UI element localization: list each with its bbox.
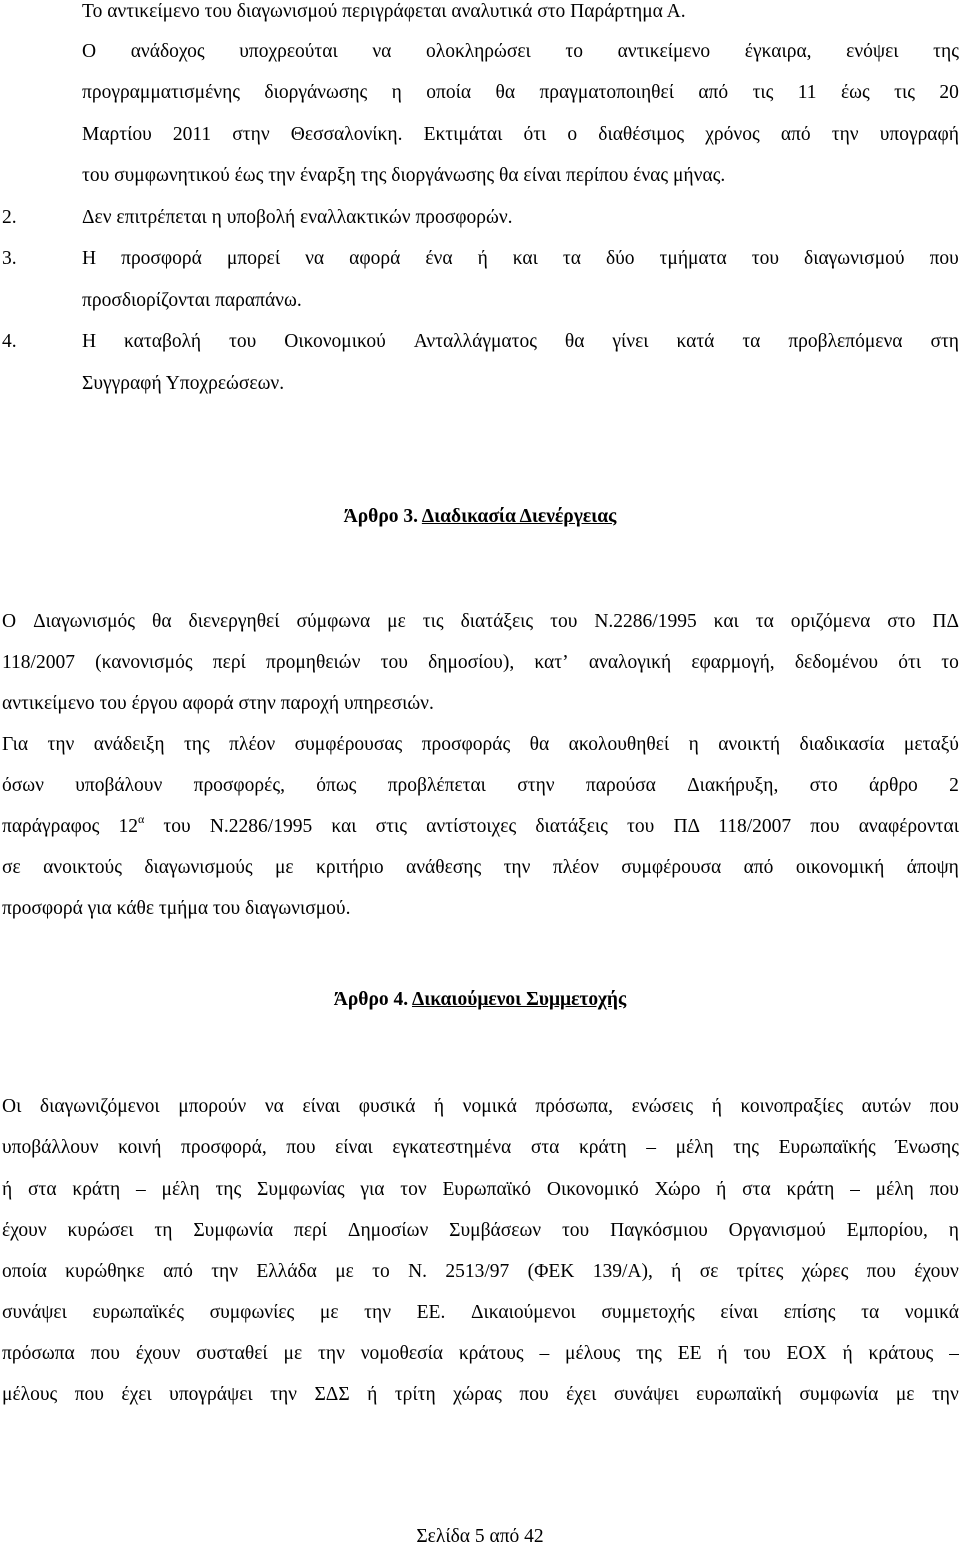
word: Δημοσίων	[347, 1220, 429, 1241]
word: μέλη	[875, 1179, 914, 1200]
word: θα	[564, 331, 585, 352]
word: μέλη	[161, 1179, 200, 1200]
word: ΕΕ	[677, 1343, 702, 1364]
word: την	[47, 734, 75, 755]
word: έχουν	[914, 1261, 959, 1282]
word: προσφορά	[121, 248, 202, 269]
a3-p1-line-1	[2, 610, 959, 634]
word: Συμβάσεων	[449, 1220, 542, 1241]
word: κατά	[676, 331, 715, 352]
word: το	[565, 41, 583, 62]
word: που	[929, 248, 959, 269]
a4-line-6	[2, 1301, 959, 1325]
word: που	[929, 1096, 959, 1117]
word: δημοσίου),	[428, 652, 515, 673]
word: του	[743, 1343, 771, 1364]
word: 2011	[172, 124, 212, 145]
word: 118/2007	[2, 652, 75, 673]
word: προγραμματισμένης	[82, 82, 240, 103]
word: ολοκληρώσει	[426, 41, 531, 62]
word: πρόσωπα	[2, 1343, 75, 1364]
item-4-line-2: Συγγραφή Υποχρεώσεων.	[82, 373, 285, 394]
word: οποία	[426, 82, 472, 103]
intro-line: Το αντικείμενο του διαγωνισμού περιγράφεται αναλυτικά στο Παράρτημα Α.	[82, 1, 686, 22]
word: να	[305, 248, 325, 269]
word: ή	[671, 1261, 682, 1282]
word: περί	[212, 652, 246, 673]
item-2-line-1: Δεν επιτρέπεται η υποβολή εναλλακτικών προσφορών.	[82, 207, 513, 228]
word: διατάξεις	[460, 611, 534, 632]
word: εγκατεστημένα	[392, 1137, 512, 1158]
item-number: 3.	[2, 248, 17, 269]
word: ενώσεις	[631, 1096, 694, 1117]
word: νομικά	[904, 1302, 959, 1323]
word: τα	[861, 1302, 880, 1323]
word: προμηθειών	[266, 652, 361, 673]
word: έχει	[566, 1384, 597, 1405]
ordinal-superscript: α	[137, 812, 145, 826]
word: γίνει	[612, 331, 649, 352]
word: της	[933, 41, 959, 62]
word: με	[274, 857, 294, 878]
word: στα	[742, 1179, 771, 1200]
word: που	[519, 1384, 549, 1405]
a4-line-7	[2, 1342, 959, 1366]
word: Ελλάδα	[256, 1261, 317, 1282]
word: στην	[232, 124, 270, 145]
item-3-line-1	[82, 247, 959, 271]
word: της	[733, 1137, 760, 1158]
word: έως	[840, 82, 870, 103]
word: που	[90, 1343, 120, 1364]
word: οριζόμενα	[790, 611, 871, 632]
word: της	[636, 1343, 662, 1364]
word: πραγματοποιηθεί	[539, 82, 674, 103]
word: ακολουθηθεί	[568, 734, 670, 755]
word: Η	[82, 331, 97, 352]
word: στα	[28, 1179, 57, 1200]
word: τις	[422, 611, 444, 632]
word: να	[264, 1096, 284, 1117]
word: ΠΔ	[932, 611, 959, 632]
word: προσφορά,	[181, 1137, 267, 1158]
word: 20	[939, 82, 959, 103]
word: Χώρο	[654, 1179, 701, 1200]
item-3-line-2: προσδιορίζονται παραπάνω.	[82, 290, 302, 311]
a3-p2-line-3-post: του Ν.2286/1995 και στις αντίστοιχες διατάξεις του ΠΔ 118/2007 που αναφέρονται	[144, 816, 959, 837]
word: ή	[842, 1343, 853, 1364]
word: διαγωνισμού	[804, 248, 905, 269]
word: σε	[699, 1261, 719, 1282]
word: προσφορές,	[193, 775, 285, 796]
word: (κανονισμός	[95, 652, 193, 673]
word: έγκαιρα,	[744, 41, 812, 62]
word: με	[319, 1302, 339, 1323]
word: κράτη	[786, 1179, 835, 1200]
word: (ΦΕΚ	[527, 1261, 575, 1282]
word: θα	[495, 82, 516, 103]
word: ή	[716, 1179, 727, 1200]
word: την	[831, 124, 859, 145]
word: αφορά	[349, 248, 401, 269]
a3-p1-line-2	[2, 651, 959, 675]
word: μπορεί	[226, 248, 281, 269]
word: Οικονομικού	[284, 331, 386, 352]
word: την	[211, 1261, 239, 1282]
a3-p1-line-3: αντικείμενο του έργου αφορά στην παροχή υπηρεσιών.	[2, 693, 434, 714]
word: την	[270, 1384, 297, 1405]
word: δεδομένου	[794, 652, 879, 673]
word: Οικονομικό	[546, 1179, 639, 1200]
a4-line-3	[2, 1178, 959, 1202]
word: 139/Α),	[592, 1261, 653, 1282]
word: κυρώσει	[67, 1220, 134, 1241]
word: να	[372, 41, 392, 62]
word: μέλη	[675, 1137, 714, 1158]
word: ανοικτούς	[43, 857, 122, 878]
word: ανάδοχος	[130, 41, 205, 62]
word: διαδικασία	[799, 734, 885, 755]
word: ή	[711, 1096, 722, 1117]
word: περί	[294, 1220, 328, 1241]
word: κατ’	[534, 652, 569, 673]
word: τρίτη	[394, 1384, 436, 1405]
word: ανάδειξη	[93, 734, 165, 755]
word: τα	[742, 331, 761, 352]
word: συμφωνία	[799, 1384, 879, 1405]
word: της	[215, 1179, 242, 1200]
word: τα	[755, 611, 774, 632]
word: χρόνος	[705, 124, 760, 145]
word: κράτους	[868, 1343, 934, 1364]
word: η	[948, 1220, 959, 1241]
a3-p2-line-1	[2, 733, 959, 757]
word: Οι	[2, 1096, 22, 1117]
word: νομικά	[462, 1096, 517, 1117]
word: για	[360, 1179, 385, 1200]
word: κράτη	[578, 1137, 627, 1158]
word: πλέον	[229, 734, 276, 755]
page-number-footer: Σελίδα 5 από 42	[416, 1526, 544, 1547]
word: χώρας	[453, 1384, 502, 1405]
word: υπογράψει	[169, 1384, 253, 1405]
word: συσταθεί	[196, 1343, 268, 1364]
word: Συμφωνία	[193, 1220, 274, 1241]
word: του	[550, 611, 578, 632]
word: ανάθεσης	[405, 857, 482, 878]
a4-line-4	[2, 1219, 959, 1243]
word: και	[512, 248, 538, 269]
word: Για	[2, 734, 29, 755]
word: δύο	[605, 248, 635, 269]
article-4-label: Άρθρο 4.	[333, 989, 409, 1010]
word: τα	[562, 248, 581, 269]
word: είναι	[302, 1096, 341, 1117]
word: κράτους	[458, 1343, 524, 1364]
word: χώρες	[801, 1261, 849, 1282]
word: υποβάλουν	[75, 775, 163, 796]
word: τη	[154, 1220, 173, 1241]
word: Οργανισμού	[728, 1220, 826, 1241]
a4-line-5	[2, 1260, 959, 1284]
word: όσων	[2, 775, 44, 796]
word: την	[364, 1302, 392, 1323]
word: κράτη	[72, 1179, 121, 1200]
word: πρόσωπα,	[535, 1096, 614, 1117]
word: ΕΟΧ	[786, 1343, 827, 1364]
word: που	[286, 1137, 316, 1158]
word: –	[949, 1343, 959, 1364]
word: τις	[752, 82, 774, 103]
word: σε	[2, 857, 21, 878]
word: του	[561, 1220, 590, 1241]
word: ευρωπαϊκές	[92, 1302, 184, 1323]
word: –	[850, 1179, 860, 1200]
word: θα	[529, 734, 550, 755]
p1-line-3	[82, 123, 959, 147]
word: την	[503, 857, 531, 878]
word: –	[135, 1179, 146, 1200]
word: υποβάλλουν	[2, 1137, 99, 1158]
word: αναλογική	[588, 652, 672, 673]
word: Μαρτίου	[82, 124, 152, 145]
word: άρθρο	[869, 775, 918, 796]
word: ότι	[523, 124, 547, 145]
word: Ο	[2, 611, 17, 632]
word: μεταξύ	[903, 734, 959, 755]
word: στη	[930, 331, 959, 352]
word: Ν.	[408, 1261, 428, 1282]
p1-line-1	[82, 40, 959, 64]
word: και	[713, 611, 739, 632]
word: ή	[367, 1384, 378, 1405]
word: ο	[567, 124, 578, 145]
word: του	[229, 331, 257, 352]
word: φυσικά	[358, 1096, 416, 1117]
word: την	[318, 1343, 345, 1364]
word: 2	[949, 775, 959, 796]
word: ή	[477, 248, 488, 269]
word: επίσης	[783, 1302, 836, 1323]
word: 2513/97	[445, 1261, 510, 1282]
word: Η	[82, 248, 97, 269]
word: καταβολή	[124, 331, 202, 352]
word: στο	[887, 611, 916, 632]
a3-p2-line-2	[2, 774, 959, 798]
word: υπογραφή	[879, 124, 959, 145]
word: νομοθεσία	[360, 1343, 444, 1364]
word: ή	[717, 1343, 728, 1364]
word: κυρώθηκε	[65, 1261, 145, 1282]
word: προσφοράς	[421, 734, 511, 755]
word: με	[335, 1261, 354, 1282]
article-4-heading	[0, 988, 960, 1012]
word: Εμπορίου,	[846, 1220, 928, 1241]
a3-p2-line-3-pre: παράγραφος 12	[2, 816, 138, 837]
a3-p2-line-5: προσφορά για κάθε τμήμα του διαγωνισμού.	[2, 898, 351, 919]
p1-line-4: του συμφωνητικού έως την έναρξη της διοργάνωσης θα είναι περίπου ένας μήνας.	[82, 165, 726, 186]
word: έχουν	[2, 1220, 47, 1241]
word: της	[183, 734, 210, 755]
word: το	[372, 1261, 390, 1282]
word: 11	[797, 82, 817, 103]
word: υποχρεούται	[239, 41, 338, 62]
item-4-line-1	[82, 330, 959, 354]
word: η	[688, 734, 699, 755]
word: όπως	[316, 775, 357, 796]
word: στα	[530, 1137, 560, 1158]
word: ή	[433, 1096, 445, 1117]
word: από	[698, 82, 729, 103]
word: οικονομική	[795, 857, 885, 878]
word: διοργάνωσης	[264, 82, 368, 103]
a4-line-2	[2, 1136, 959, 1160]
word: από	[743, 857, 774, 878]
word: κριτήριο	[316, 857, 384, 878]
a3-p2-line-3	[2, 812, 959, 839]
word: ανοικτή	[718, 734, 781, 755]
word: μπορούν	[178, 1096, 247, 1117]
word: Διακήρυξη,	[687, 775, 779, 796]
word: τμήματα	[659, 248, 727, 269]
word: έχουν	[135, 1343, 181, 1364]
word: κοινοπραξίες	[740, 1096, 844, 1117]
word: είναι	[335, 1137, 373, 1158]
word: είναι	[720, 1302, 759, 1323]
word: διενεργηθεί	[188, 611, 280, 632]
word: οποία	[2, 1261, 47, 1282]
word: Διαγωνισμός	[33, 611, 136, 632]
word: –	[646, 1137, 657, 1158]
word: με	[283, 1343, 303, 1364]
word: του	[751, 248, 780, 269]
word: διαγωνιζόμενοι	[39, 1096, 160, 1117]
word: στο	[809, 775, 838, 796]
word: συνάψει	[2, 1302, 67, 1323]
word: έχει	[121, 1384, 152, 1405]
word: ένα	[425, 248, 453, 269]
word: την	[931, 1384, 959, 1405]
word: Ν.2286/1995	[594, 611, 697, 632]
word: μέλους	[2, 1384, 58, 1405]
word: αντικείμενο	[617, 41, 711, 62]
a4-line-1	[2, 1095, 959, 1119]
word: τρίτες	[736, 1261, 784, 1282]
word: Παγκόσμιου	[610, 1220, 708, 1241]
word: συμμετοχής	[601, 1302, 695, 1323]
a3-p2-line-4	[2, 856, 959, 880]
a4-line-8	[2, 1383, 959, 1407]
word: κοινή	[118, 1137, 162, 1158]
article-3-heading	[0, 505, 960, 529]
word: από	[780, 124, 811, 145]
word: που	[74, 1384, 104, 1405]
word: του	[380, 652, 408, 673]
word: ευρωπαϊκή	[696, 1384, 782, 1405]
word: που	[866, 1261, 896, 1282]
word: από	[163, 1261, 193, 1282]
item-number: 4.	[2, 331, 17, 352]
word: με	[387, 611, 406, 632]
article-3-label: Άρθρο 3.	[343, 506, 419, 527]
word: αυτών	[861, 1096, 912, 1117]
word: με	[895, 1384, 915, 1405]
p1-line-2	[82, 81, 959, 105]
word: Ανταλλάγματος	[413, 331, 537, 352]
word: –	[539, 1343, 550, 1364]
word: τις	[894, 82, 915, 103]
article-3-title: Διαδικασία Διενέργειας	[421, 506, 617, 527]
word: ότι	[898, 652, 922, 673]
word: η	[391, 82, 402, 103]
word: συμφέρουσα	[621, 857, 722, 878]
word: παρούσα	[585, 775, 656, 796]
word: συνάψει	[613, 1384, 679, 1405]
word: που	[929, 1179, 959, 1200]
word: το	[941, 652, 959, 673]
word: προβλεπόμενα	[788, 331, 903, 352]
word: εφαρμογή,	[691, 652, 775, 673]
word: μέλους	[565, 1343, 621, 1364]
word: προβλέπεται	[387, 775, 486, 796]
word: πλέον	[552, 857, 599, 878]
word: ΣΔΣ	[314, 1384, 350, 1405]
word: Ευρωπαϊκό	[442, 1179, 532, 1200]
word: άποψη	[906, 857, 959, 878]
word: Εκτιμάται	[423, 124, 503, 145]
word: σύμφωνα	[296, 611, 371, 632]
word: ΕΕ.	[416, 1302, 446, 1323]
word: διαγωνισμούς	[144, 857, 253, 878]
word: συμφωνίες	[209, 1302, 295, 1323]
item-number: 2.	[2, 207, 17, 228]
word: τον	[400, 1179, 427, 1200]
word: Ο	[82, 41, 97, 62]
word: Ευρωπαϊκής	[778, 1137, 876, 1158]
word: στην	[517, 775, 555, 796]
article-4-title: Δικαιούμενοι Συμμετοχής	[411, 989, 627, 1010]
word: Δικαιούμενοι	[470, 1302, 576, 1323]
word: Ένωσης	[895, 1137, 959, 1158]
word: ενόψει	[846, 41, 899, 62]
word: διαθέσιμος	[598, 124, 685, 145]
word: Θεσσαλονίκη.	[290, 124, 403, 145]
word: Συμφωνίας	[257, 1179, 345, 1200]
word: ή	[2, 1179, 13, 1200]
word: συμφέρουσας	[294, 734, 403, 755]
word: θα	[152, 611, 172, 632]
